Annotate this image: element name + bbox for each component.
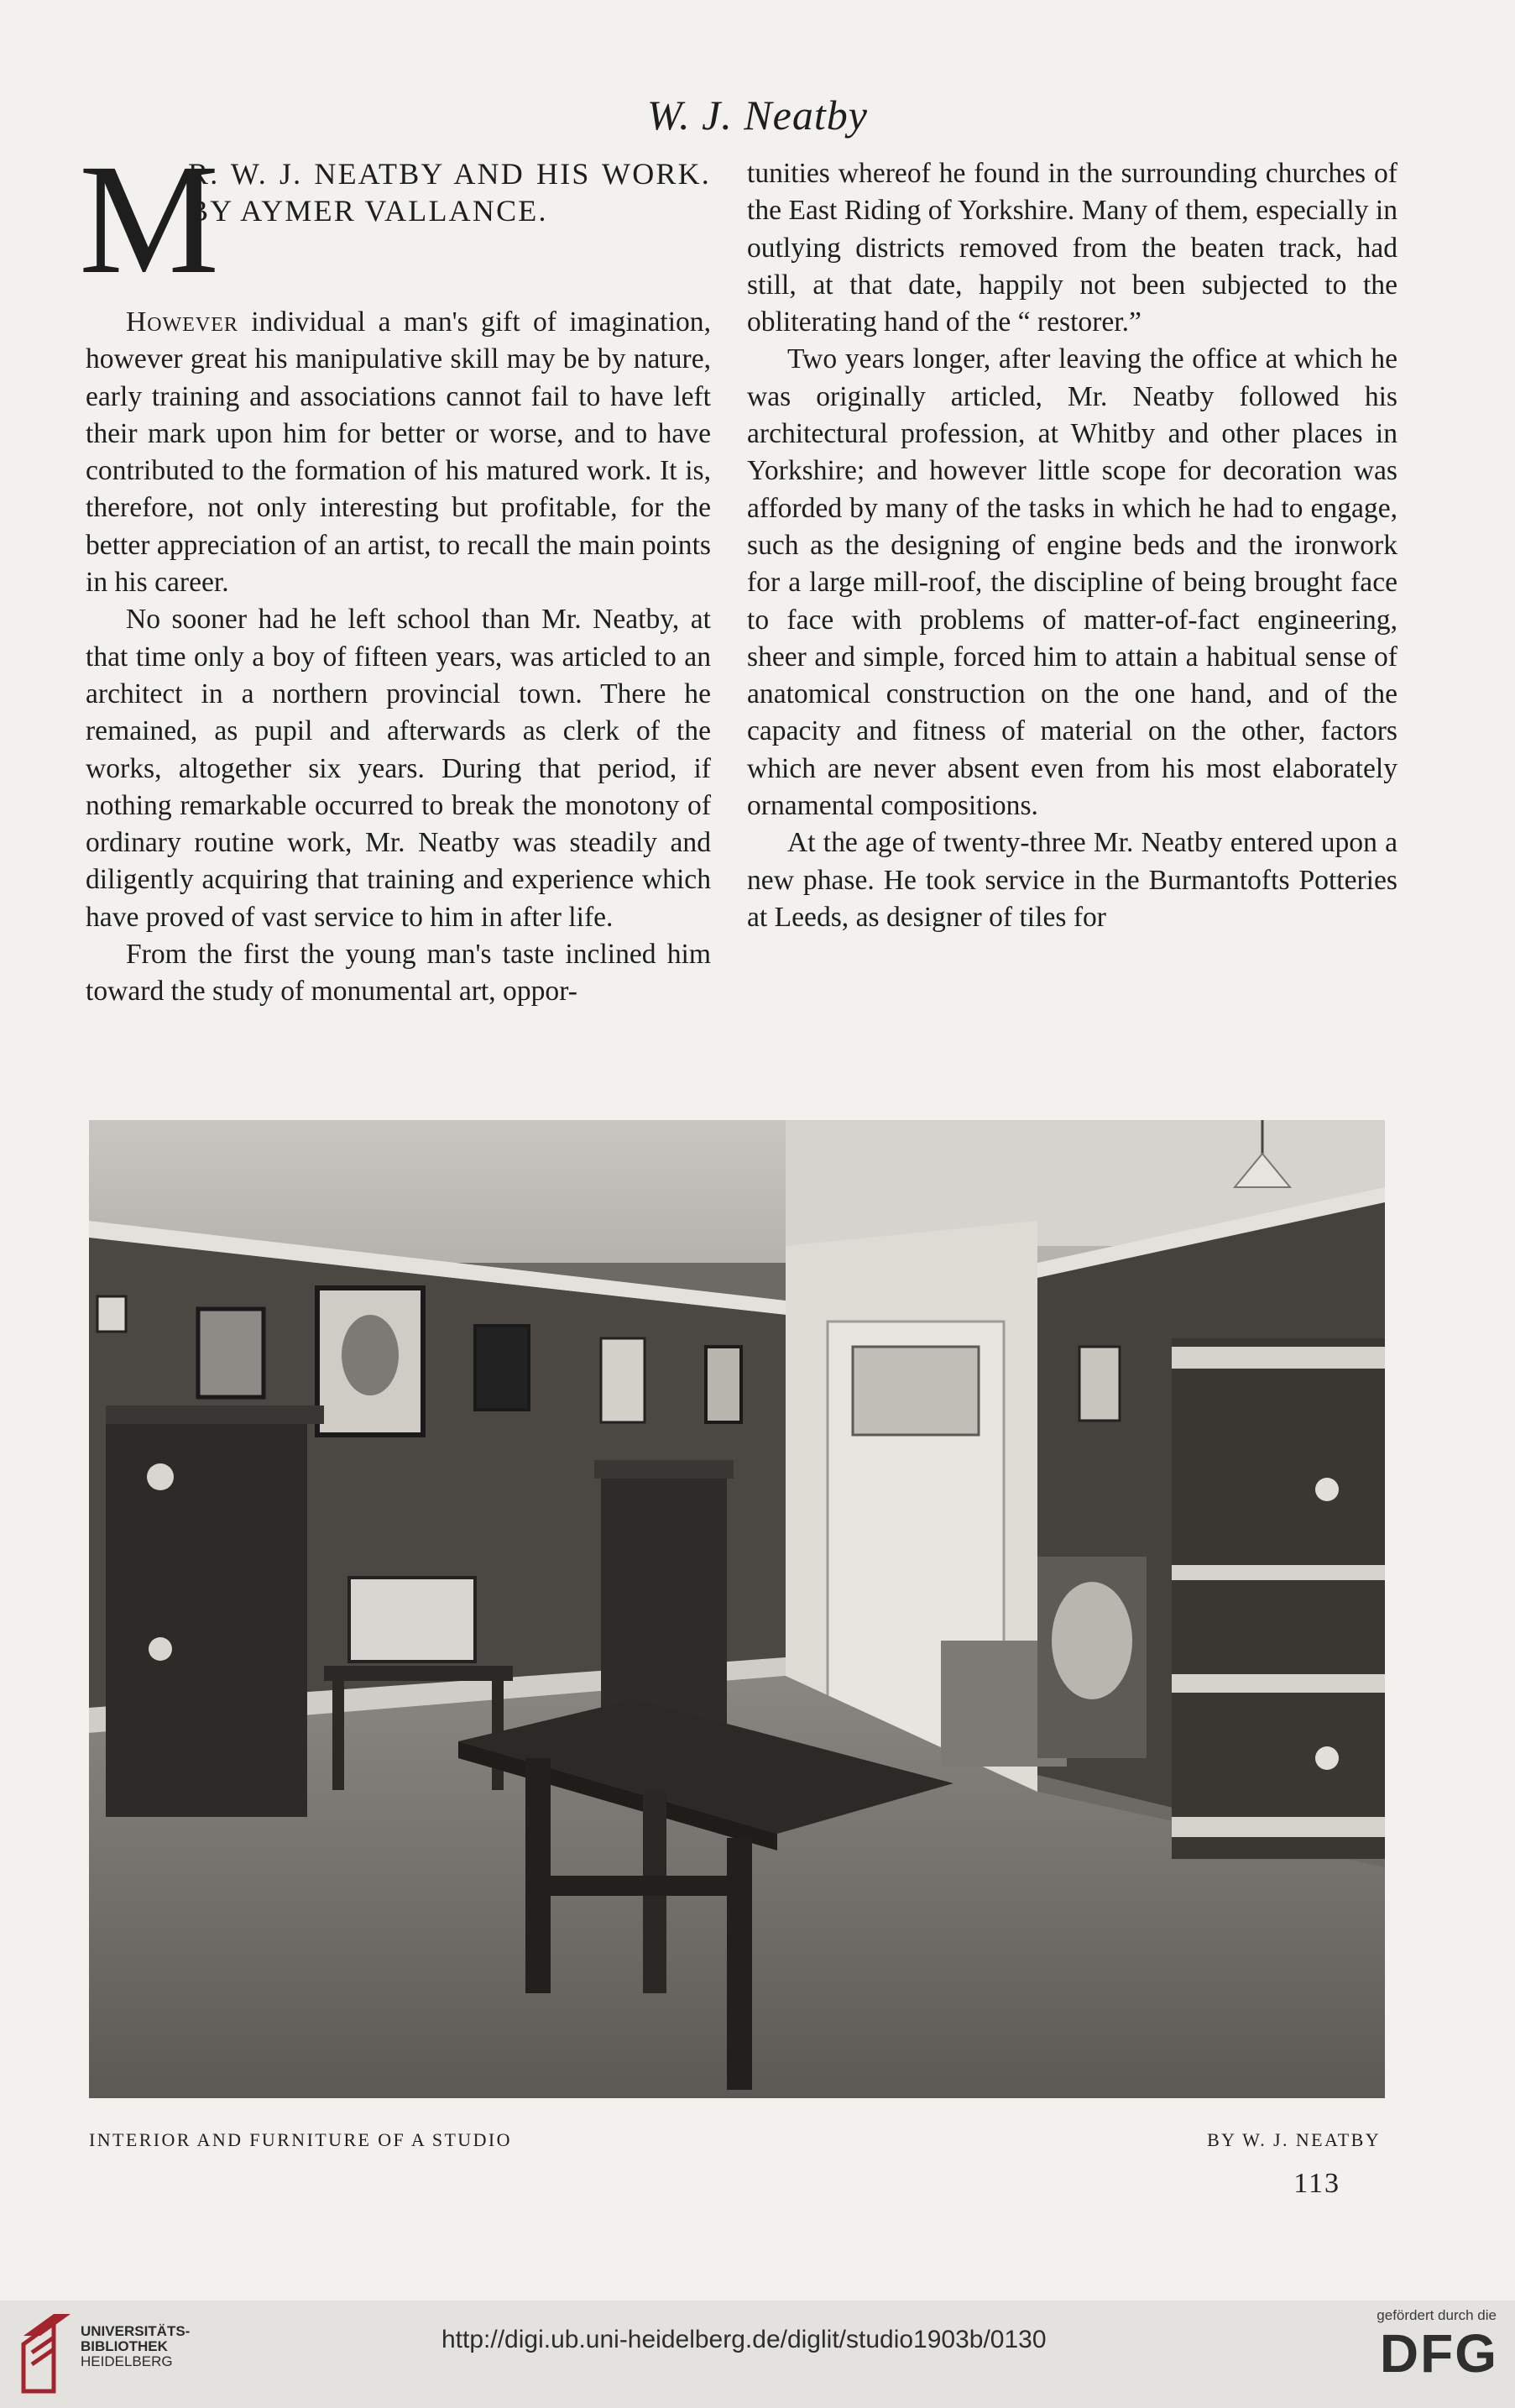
library-name-line: HEIDELBERG (81, 2353, 173, 2369)
article-title: R. W. J. NEATBY AND HIS WORK. BY AYMER VALLANCE. (188, 157, 711, 228)
library-name-line: UNIVERSITÄTS- (81, 2323, 191, 2339)
drop-cap: M (79, 131, 220, 306)
digital-collection-link[interactable]: http://digi.ub.uni-heidelberg.de/diglit/studio1903b/0130 (441, 2326, 1047, 2353)
paragraph-lead: However (126, 306, 238, 338)
paragraph-text: individual a man's gift of imagination, however great his manipulative skill may be by nature, early training and associations cannot fail to have left their mark upon him for better or worse, and to have contributed to the formation of his matured work. It is, therefore, not only interesting but profitable, for the better appreciation of an artist, to recall the main points in his career. (86, 306, 711, 599)
studio-interior-photograph (89, 1120, 1385, 2098)
figure-caption-credit: BY W. J. NEATBY (1207, 2129, 1381, 2150)
paragraph: Two years longer, after leaving the office at which he was originally articled, Mr. Neatby followed his architectural profession, at Whitby and other places in Yorkshire; and however little scope for decoration was afforded by many of the tasks in which he had to engage, such as the designing of engine beds and the ironwork for a large mill-roof, the discipline of being brought face to face with problems of matter-of-fact engineering, sheer and simple, forced him to attain a habitual sense of anatomical construction on the one hand, and of the capacity and fitness of material on the other, factors which are never absent even from his most elaborately ornamental compositions. (747, 343, 1397, 822)
library-logo-icon (20, 2311, 74, 2395)
funding-note: gefördert durch die (1377, 2307, 1497, 2323)
running-head: W. J. Neatby (647, 92, 868, 139)
article-title-block (79, 131, 711, 306)
studio-interior-illustration (89, 1120, 1385, 2098)
article-right-column (747, 155, 1397, 936)
digitization-footer (0, 2301, 1515, 2408)
page-number: 113 (1293, 2168, 1340, 2199)
paragraph: No sooner had he left school than Mr. Neatby, at that time only a boy of fifteen years, was articled to an architect in a northern provincial town. There he remained, as pupil and afterwards as clerk of the works, altogether six years. During that period, if nothing remarkable occurred to break the monotony of ordinary routine work, Mr. Neatby was steadily and diligently acquiring that training and experience which have proved of vast service to him in after life. (86, 604, 711, 933)
library-name-line: BIBLIOTHEK (81, 2338, 168, 2354)
article-left-column (79, 131, 711, 1011)
dfg-logo: DFG (1379, 2323, 1498, 2384)
paragraph: tunities whereof he found in the surrounding churches of the East Riding of Yorkshire. Many of them, especially in outlying districts removed from the beaten track, had still, at that date, happily not been subjected to the obliterating hand of the “ restorer.” (747, 158, 1397, 338)
paragraph (86, 304, 711, 601)
library-name (81, 2324, 190, 2369)
figure-caption-title: INTERIOR AND FURNITURE OF A STUDIO (89, 2129, 512, 2150)
paragraph: At the age of twenty-three Mr. Neatby entered upon a new phase. He took service in the Burmantofts Potteries at Leeds, as designer of tiles for (747, 827, 1397, 933)
paragraph: From the first the young man's taste inclined him toward the study of monumental art, oppor- (86, 939, 711, 1008)
